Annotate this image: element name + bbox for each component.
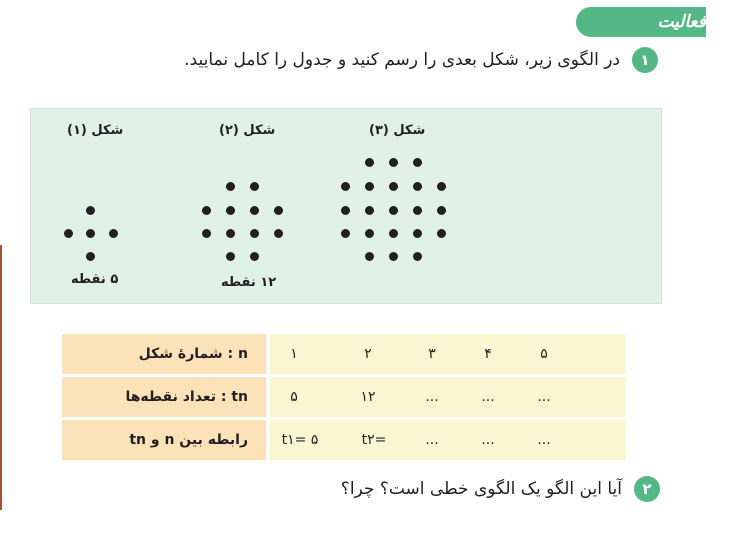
pattern-dot-figure-3 [413, 182, 422, 191]
table-cell: ... [481, 432, 495, 448]
pattern-dot-figure-3 [365, 252, 374, 261]
table-cell: ۱۲ [360, 389, 376, 405]
pattern-dot-figure-3 [341, 229, 350, 238]
table-cell: ... [537, 389, 551, 405]
table-cell: t۲= [361, 432, 387, 448]
pattern-dot-figure-3 [413, 206, 422, 215]
figure-2-label: شکل (۲) [219, 123, 276, 138]
figure-1-label: شکل (۱) [67, 123, 124, 138]
pattern-dot-figure-3 [389, 158, 398, 167]
table-cell: ۱ [290, 346, 298, 362]
pattern-dot-figure-2 [274, 229, 283, 238]
pattern-dot-figure-2 [202, 229, 211, 238]
table-cell: ۵ [540, 346, 548, 362]
pattern-dot-figure-3 [413, 158, 422, 167]
row-header-figure-number: n : شمارهٔ شکل [62, 334, 266, 374]
pattern-dot-figure-3 [389, 229, 398, 238]
table-cell: ۴ [484, 346, 492, 362]
pattern-dot-figure-2 [250, 206, 259, 215]
pattern-dot-figure-2 [250, 252, 259, 261]
table-cell: ... [537, 432, 551, 448]
table-row-relation [270, 420, 626, 460]
figure-1-count: ۵ نقطه [71, 272, 119, 287]
pattern-dot-figure-1 [86, 252, 95, 261]
table-cell: ... [425, 432, 439, 448]
pattern-dot-figure-2 [202, 206, 211, 215]
pattern-dot-figure-2 [250, 182, 259, 191]
pattern-dot-figure-3 [365, 206, 374, 215]
table-cell: ۳ [428, 346, 436, 362]
row-header-dot-count: tn : تعداد نقطه‌ها [62, 377, 266, 417]
table-row-figure-number [270, 334, 626, 374]
pattern-dot-figure-3 [365, 182, 374, 191]
pattern-dot-figure-2 [226, 252, 235, 261]
figure-2-count: ۱۲ نقطه [221, 275, 277, 290]
row-divider [62, 374, 626, 377]
pattern-dot-figure-2 [226, 206, 235, 215]
pattern-dot-figure-3 [413, 229, 422, 238]
table-cell: ... [425, 389, 439, 405]
pattern-dot-figure-3 [437, 206, 446, 215]
figure-3-label: شکل (۳) [369, 123, 426, 138]
pattern-dot-figure-3 [413, 252, 422, 261]
pattern-dot-figure-3 [389, 182, 398, 191]
pattern-dot-figure-3 [389, 206, 398, 215]
pattern-table [62, 334, 626, 460]
pattern-dot-figure-2 [274, 206, 283, 215]
question-2-number: ۲ [634, 476, 660, 502]
pattern-dot-figure-2 [226, 182, 235, 191]
pattern-figures-panel [30, 108, 662, 304]
question-1-number: ۱ [632, 47, 658, 73]
table-cell: ۲ [364, 346, 372, 362]
pattern-dot-figure-3 [437, 229, 446, 238]
page-edge-strip [0, 245, 2, 510]
pattern-dot-figure-3 [341, 206, 350, 215]
pattern-dot-figure-3 [341, 182, 350, 191]
pattern-dot-figure-3 [437, 182, 446, 191]
row-divider [62, 417, 626, 420]
pattern-dot-figure-3 [365, 158, 374, 167]
pattern-dot-figure-2 [250, 229, 259, 238]
question-2-text: آیا این الگو یک الگوی خطی است؟ چرا؟ [340, 479, 622, 499]
question-1-text: در الگوی زیر، شکل بعدی را رسم کنید و جدول را کامل نمایید. [184, 50, 620, 70]
pattern-dot-figure-2 [226, 229, 235, 238]
activity-badge [576, 7, 706, 37]
pattern-dot-figure-1 [109, 229, 118, 238]
pattern-dot-figure-1 [86, 229, 95, 238]
table-row-dot-count [270, 377, 626, 417]
pattern-dot-figure-1 [64, 229, 73, 238]
table-cell: ۵ [290, 389, 298, 405]
column-divider [266, 334, 270, 460]
table-cell: t۱= ۵ [281, 432, 319, 448]
activity-label: فعالیت [657, 12, 706, 32]
pattern-dot-figure-1 [86, 206, 95, 215]
table-cell: ... [481, 389, 495, 405]
pattern-dot-figure-3 [365, 229, 374, 238]
pattern-dot-figure-3 [389, 252, 398, 261]
row-header-relation: رابطه بین n و tn [62, 420, 266, 460]
